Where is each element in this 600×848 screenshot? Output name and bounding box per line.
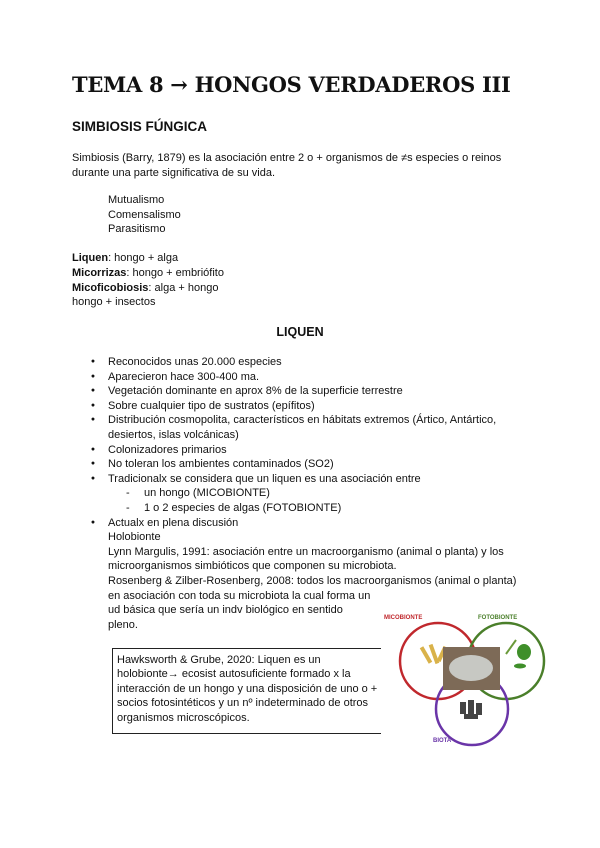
definition-line: Simbiosis (Barry, 1879) es la asociación entre 2 o + organismos de ≠s especies o reinos [72,152,502,164]
bullet-icon: ● [90,518,96,526]
bullet-icon: ● [90,416,96,424]
symbiosis-type: Mutualismo [108,194,165,206]
bacteria-icon [460,700,482,719]
bullet-item: desiertos, islas volcánicas) [108,429,239,441]
bullet-item: Colonizadores primarios [108,443,227,456]
section-heading-liquen: LIQUEN [276,325,324,339]
bullet-item: No toleran los ambientes contaminados (SO2) [108,458,334,471]
symbiosis-type: Comensalismo [108,209,181,221]
bullet-item: Tradicionalx se considera que un liquen es una asociación entre [108,472,421,485]
dash-icon: - [126,487,130,500]
holobionte-line: en asociación con toda su microbiota la cual forma un [108,589,371,602]
bullet-icon: ● [90,372,96,380]
example-micorrizas: Micorrizas: hongo + embriófito [72,267,224,279]
bullet-item: Sobre cualquier tipo de sustratos (epífitos) [108,399,315,412]
page-title: TEMA 8 → HONGOS VERDADEROS III [72,72,511,97]
symbiosis-type: Parasitismo [108,223,166,235]
bullet-icon: ● [90,358,96,365]
bullet-item: Aparecieron hace 300-400 ma. [108,370,260,383]
bullet-item: Distribución cosmopolita, característicos en hábitats extremos (Ártico, Antártico, [108,414,497,427]
definition-line: durante una parte significativa de su vida. [72,167,276,179]
bullet-icon: ● [90,474,96,482]
bullet-icon: ● [90,445,96,453]
example-insectos: hongo + insectos [72,296,156,308]
bullet-item: Actualx en plena discusión [108,516,239,529]
holobionte-line: microorganismos simbióticos que componen su microbiota. [108,560,397,573]
algae-icon [506,640,531,669]
sub-bullet-item: un hongo (MICOBIONTE) [144,487,270,500]
holobionte-line: Rosenberg & Zilber-Rosenberg, 2008: todos los macroorganismos (animal o planta) [108,575,517,587]
holobionte-line: Lynn Margulis, 1991: asociación entre un macroorganismo (animal o planta) y los [108,545,504,558]
biota-label: BIOTA [433,738,452,744]
bullet-icon: ● [90,401,96,409]
bullet-icon: ● [90,387,96,395]
holobiont-diagram [378,606,600,748]
holobionte-line: Holobionte [108,531,161,544]
fotobionte-label: FOTOBIONTE [478,615,518,621]
example-liquen: Liquen: hongo + alga [72,252,179,264]
micobionte-label: MICOBIONTE [384,615,423,621]
quote-text: Hawksworth & Grube, 2020: Liquen es un holobionte→ ecosist autosuficiente formado x la interacción de un hongo y una disposición de uno o + socios fotosintéticos y un nº indeterminado de otros organismos microscópicos. [117,654,378,724]
dash-icon: - [126,502,130,514]
holobionte-line: pleno. [108,618,138,631]
bullet-item: Vegetación dominante en aprox 8% de la superficie terrestre [108,385,403,398]
sub-bullet-item: 1 o 2 especies de algas (FOTOBIONTE) [144,502,342,514]
holobionte-line: ud básica que sería un indv biológico en sentido [108,604,343,617]
bullet-item: Reconocidos unas 20.000 especies [108,356,282,368]
section-heading-simbiosis: SIMBIOSIS FÚNGICA [72,119,208,134]
example-micoficobiosis: Micoficobiosis: alga + hongo [72,282,219,294]
quote-box [112,648,381,734]
bullet-icon: ● [90,460,96,468]
